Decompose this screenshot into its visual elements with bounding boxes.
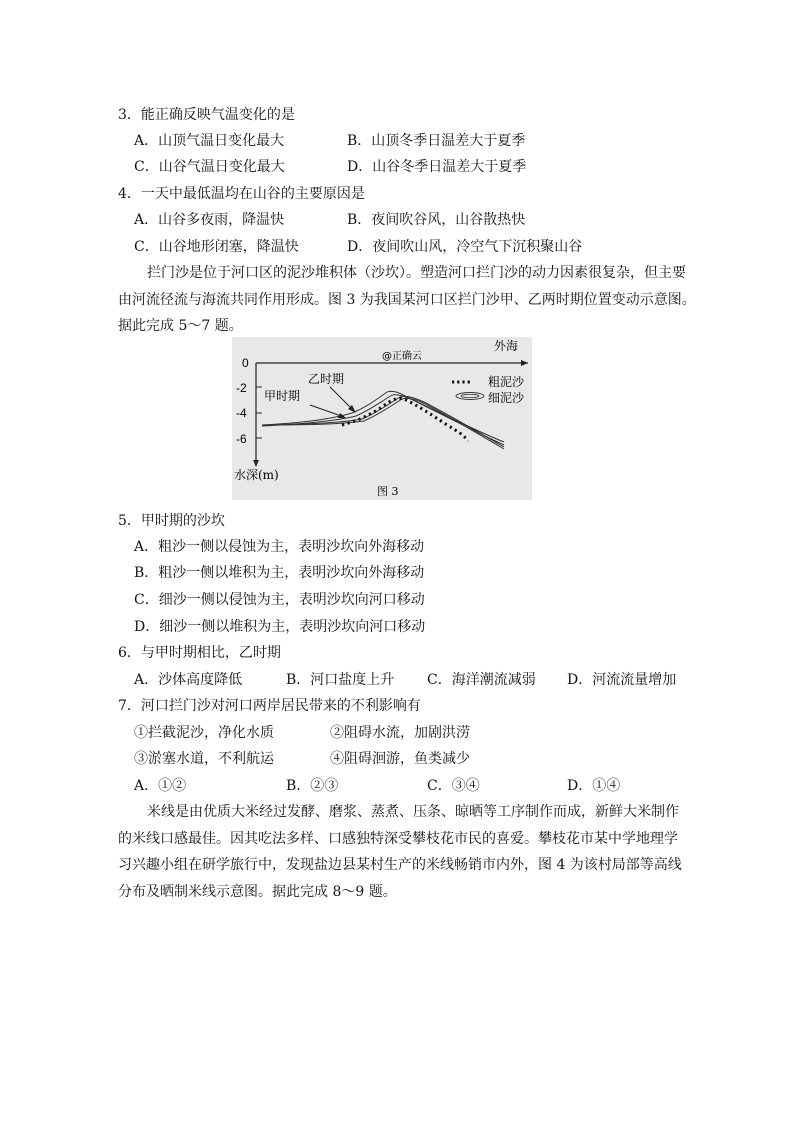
question-7-option-a: A．①②: [134, 778, 187, 794]
tick-label-6: -6: [236, 432, 247, 446]
question-6-option-d: D．河流流量增加: [567, 672, 677, 688]
passage-2-line-3: 习兴趣小组在研学旅行中，发现盐边县某村生产的米线畅销市内外，图 4 为该村局部等高线: [118, 857, 682, 873]
x-axis-arrow: [521, 360, 528, 366]
question-7-option-b: B．②③: [286, 778, 339, 794]
watermark: @正确云: [382, 351, 422, 362]
question-6-option-c: C．海洋潮流减弱: [427, 672, 536, 688]
sea-label: 外海: [494, 339, 519, 353]
figure-3: [232, 337, 532, 500]
question-3-stem: 3．能正确反映气温变化的是: [118, 107, 295, 123]
period-a-arrowhead: [338, 413, 346, 418]
question-6-option-a: A．沙体高度降低: [134, 672, 243, 688]
question-5-option-d: D．细沙一侧以堆积为主，表明沙坎向河口移动: [134, 619, 426, 635]
question-3-option-b: B．山顶冬季日温差大于夏季: [347, 133, 526, 149]
question-3-option-a: A．山顶气温日变化最大: [134, 133, 285, 149]
question-6-stem: 6．与甲时期相比，乙时期: [118, 645, 281, 661]
legend: [452, 374, 525, 405]
passage-2-line-4: 分布及晒制米线示意图。据此完成 8～9 题。: [118, 884, 397, 900]
question-7-option-c: C．③④: [427, 778, 480, 794]
question-5-option-a: A．粗沙一侧以侵蚀为主，表明沙坎向外海移动: [134, 539, 425, 555]
question-7-statement-3: ③淤塞水道，不利航运: [134, 751, 274, 767]
legend-fine-symbol-inner: [461, 394, 479, 397]
legend-coarse-label: 粗泥沙: [488, 375, 525, 389]
passage-2-line-2: 的米线口感最佳。因其吃法多样、口感独特深受攀枝花市民的喜爱。攀枝花市某中学地理学: [118, 831, 678, 847]
period-a-pointer: [310, 405, 344, 417]
tick-label-0: 0: [242, 356, 249, 370]
question-5-stem: 5．甲时期的沙坎: [118, 513, 225, 529]
period-b-label: 乙时期: [308, 372, 345, 386]
legend-fine-symbol: [456, 393, 484, 400]
y-axis-label: 水深(m): [234, 468, 279, 482]
coarse-sand-layer: [342, 398, 468, 441]
question-5-option-c: C．细沙一侧以侵蚀为主，表明沙坎向河口移动: [134, 592, 425, 608]
question-7-statement-1: ①拦截泥沙，净化水质: [134, 725, 274, 741]
y-axis-arrow: [253, 460, 259, 467]
question-5-option-b: B．粗沙一侧以堆积为主，表明沙坎向外海移动: [134, 565, 425, 581]
figure-3-diagram: [232, 337, 532, 500]
period-a-label: 甲时期: [264, 389, 301, 403]
passage-1-line-2: 由河流径流与海流共同作用形成。图 3 为我国某河口区拦门沙甲、乙两时期位置变动示意图。: [118, 292, 696, 308]
tick-label-4: -4: [236, 406, 247, 420]
question-7-option-d: D．①④: [567, 778, 621, 794]
passage-2-line-1: 米线是由优质大米经过发酵、磨浆、蒸煮、压条、晾晒等工序制作而成，新鲜大米制作: [147, 804, 679, 820]
passage-1-line-3: 据此完成 5～7 题。: [118, 318, 243, 334]
tick-label-2: -2: [236, 381, 247, 395]
question-4-option-b: B．夜间吹谷风，山谷散热快: [347, 212, 526, 228]
question-6-option-b: B．河口盐度上升: [286, 672, 395, 688]
profile-a-line-1: [262, 396, 504, 447]
legend-fine-label: 细泥沙: [488, 391, 525, 405]
question-4-option-c: C．山谷地形闭塞，降温快: [134, 239, 299, 255]
passage-1-line-1: 拦门沙是位于河口区的泥沙堆积体（沙坎）。塑造河口拦门沙的动力因素很复杂，但主要: [147, 265, 686, 281]
question-4-stem: 4．一天中最低温均在山谷的主要原因是: [118, 186, 365, 202]
question-4-option-a: A．山谷多夜雨，降温快: [134, 212, 285, 228]
question-3-option-d: D．山谷冬季日温差大于夏季: [347, 159, 527, 175]
question-7-statement-4: ④阻碍洄游，鱼类减少: [330, 751, 470, 767]
question-4-option-d: D．夜间吹山风，冷空气下沉积聚山谷: [347, 239, 583, 255]
question-7-stem: 7．河口拦门沙对河口两岸居民带来的不利影响有: [118, 698, 421, 714]
figure-caption: 图 3: [377, 485, 399, 498]
question-7-statement-2: ②阻碍水流，加剧洪涝: [330, 725, 470, 741]
question-3-option-c: C．山谷气温日变化最大: [134, 159, 285, 175]
